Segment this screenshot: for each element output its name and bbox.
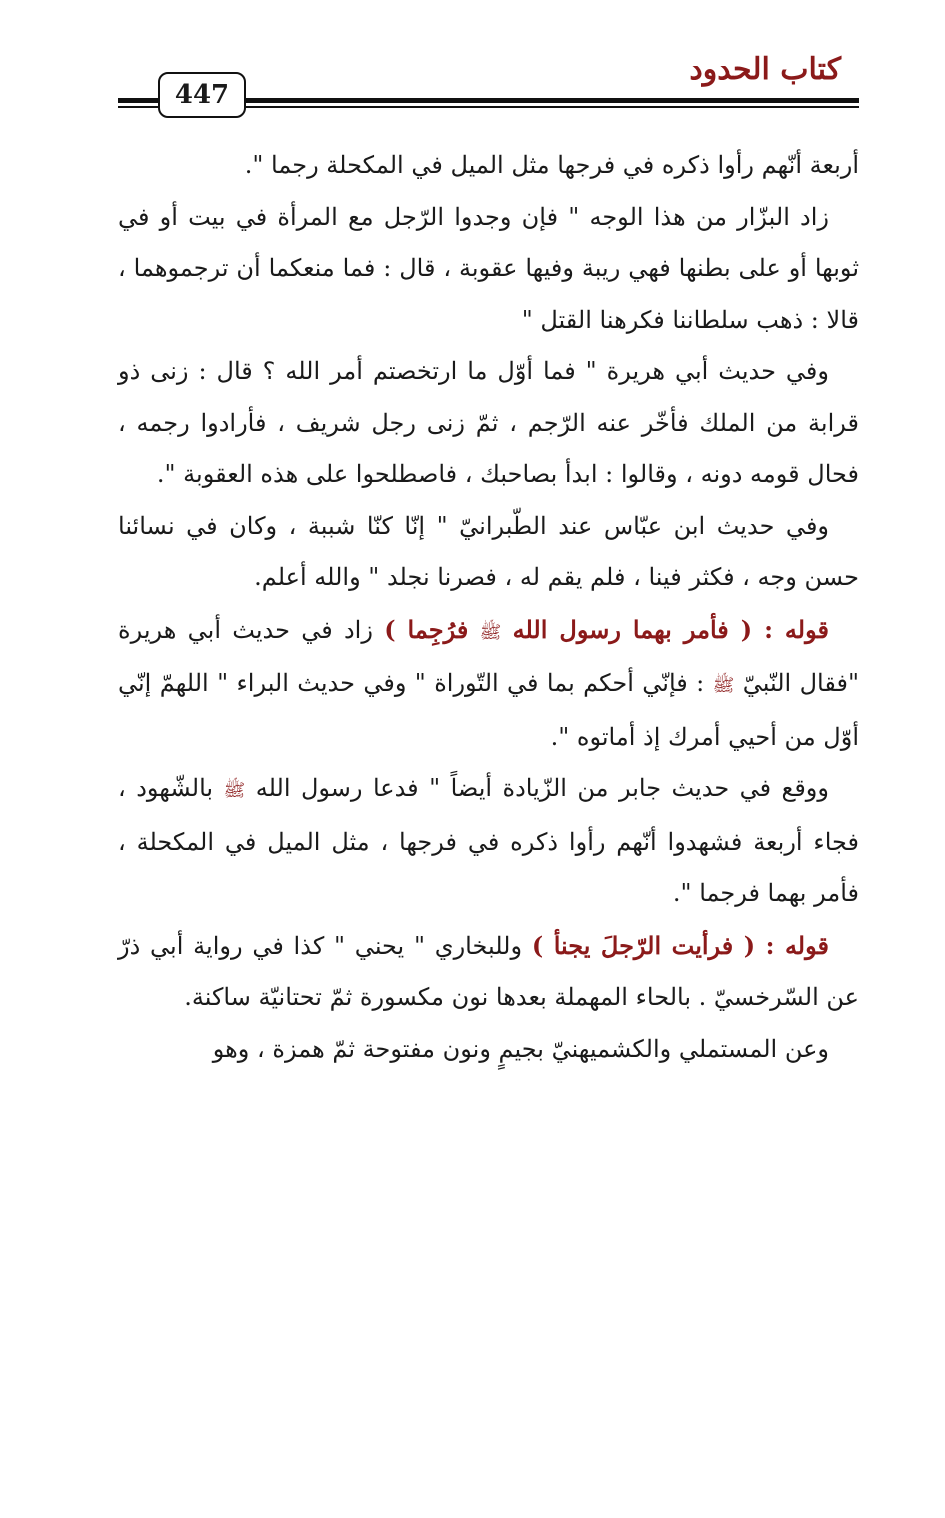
page-header [0, 0, 945, 120]
quote-heading: قوله : ( فرأيت الرّجلَ يجنأ ) [531, 930, 829, 960]
body-text [118, 140, 859, 1075]
paragraph-6-text: ووقع في حديث جابر من الزّيادة أيضاً " فدعا رسول الله [255, 774, 829, 802]
book-title: كتاب الحدود [689, 52, 841, 87]
paragraph-5-text: زاد في حديث أبي هريرة "فقال النّبيّ [118, 615, 860, 697]
paragraph-6 [118, 763, 859, 920]
paragraph-7-text: وللبخاري " يحني " كذا في رواية أبي ذرّ عن السّرخسيّ . بالحاء المهملة بعدها نون مكسورة ثمّ تحتانيّة ساكنة. [118, 931, 859, 1011]
salawat-glyph: ﷺ [223, 780, 246, 801]
page-number: 447 [158, 72, 246, 118]
salawat-glyph: ﷺ [479, 621, 502, 643]
paragraph-3: وفي حديث أبي هريرة " فما أوّل ما ارتخصتم أمر الله ؟ قال : زنى ذو قرابة من الملك فأخّر عنه الرّجم ، ثمّ زنى رجل شريف ، فأرادوا رجمه ، فحال قومه دونه ، وقالوا : ابدأ بصاحبك ، فاصطلحوا على هذه العقوبة ". [118, 357, 859, 488]
quote-heading: قوله : ( فأمر بهما رسول الله [512, 614, 829, 644]
salawat-glyph: ﷺ [712, 675, 735, 696]
quote-heading-end: فرُجِما ) [384, 614, 469, 644]
paragraph-8: وعن المستملي والكشميهنيّ بجيمٍ ونون مفتوحة ثمّ همزة ، وهو [212, 1034, 829, 1063]
paragraph-1: أربعة أنّهم رأوا ذكره في فرجها مثل الميل في المكحلة رجما ". [244, 151, 859, 179]
paragraph-7 [118, 920, 859, 1024]
paragraph-5 [118, 604, 859, 764]
paragraph-2: زاد البزّار من هذا الوجه " فإن وجدوا الرّجل مع المرأة في بيت أو في ثوبها أو على بطنها فهي ريبة وفيها عقوبة ، قال : فما منعكما أن ترجموهما ، قالا : ذهب سلطاننا فكرهنا القتل " [118, 202, 860, 334]
paragraph-6-text-2: بالشّهود ، فجاء أربعة فشهدوا أنّهم رأوا ذكره في فرجها ، مثل الميل في المكحلة ، فأمر بهما فرجما ". [118, 774, 859, 907]
paragraph-4: وفي حديث ابن عبّاس عند الطّبرانيّ " إنّا كنّا شببة ، وكان في نسائنا حسن وجه ، فكثر فينا ، فلم يقم له ، فصرنا نجلد " والله أعلم. [118, 511, 859, 591]
paragraph-5-text-2: : فإنّي أحكم بما في التّوراة " وفي حديث البراء " اللهمّ إنّي أوّل من أحيي أمرك إذ أماتوه ". [118, 669, 859, 751]
